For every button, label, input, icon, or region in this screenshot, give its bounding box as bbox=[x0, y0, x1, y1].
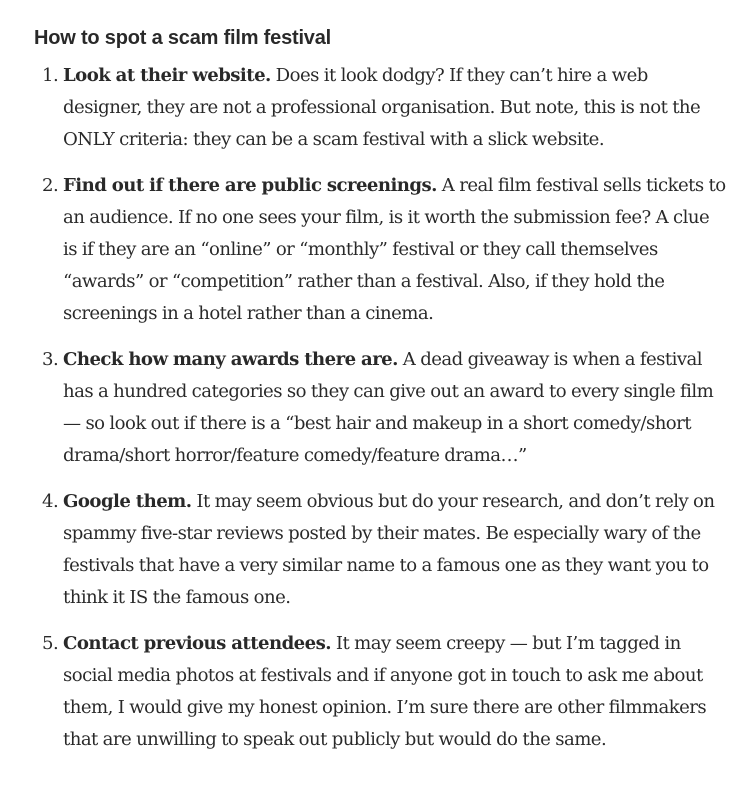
list-item-number: 4. bbox=[42, 491, 59, 512]
list-item-text: A dead giveaway is when a festival has a hundred categories so they can give out an award to every single film — so look out if there is a “best hair and makeup in a short comedy/short drama/short horror/feature comedy/feature drama…” bbox=[63, 349, 714, 466]
list-item-text: A real film festival sells tickets to an audience. If no one sees your film, is it worth the submission fee? A clue is if they are an “online” or “monthly” festival or they call themselves “awards” or “competition” rather than a festival. Also, if they hold the screenings in a hotel rather than a cinema. bbox=[63, 175, 726, 324]
list-item-title: Look at their website. bbox=[63, 65, 271, 86]
list-item-title: Google them. bbox=[63, 491, 192, 512]
list-item-title: Contact previous attendees. bbox=[63, 633, 331, 654]
section-heading: How to spot a scam film festival bbox=[34, 27, 332, 49]
list-item bbox=[34, 170, 727, 330]
list-item bbox=[34, 60, 727, 156]
list-item-number: 5. bbox=[42, 633, 59, 654]
list-item bbox=[34, 344, 727, 472]
list-item-number: 1. bbox=[42, 65, 59, 86]
list-item-number: 3. bbox=[42, 349, 59, 370]
list-item-text: It may seem obvious but do your research, and don’t rely on spammy five-star reviews posted by their mates. Be especially wary of the festivals that have a very similar name to a famous one as they want you to think it IS the famous one. bbox=[63, 491, 715, 608]
list-item bbox=[34, 486, 727, 614]
list-item-text: Does it look dodgy? If they can’t hire a web designer, they are not a professional organisation. But note, this is not the ONLY criteria: they can be a scam festival with a slick website. bbox=[63, 65, 701, 150]
list-item-title: Find out if there are public screenings. bbox=[63, 175, 437, 196]
list-item-number: 2. bbox=[42, 175, 59, 196]
list-item-title: Check how many awards there are. bbox=[63, 349, 398, 370]
list-item bbox=[34, 628, 727, 756]
tips-list bbox=[34, 60, 727, 756]
list-item-text: It may seem creepy — but I’m tagged in social media photos at festivals and if anyone got in touch to ask me about them, I would give my honest opinion. I’m sure there are other filmmakers that are unwilling to speak out publicly but would do the same. bbox=[63, 633, 707, 750]
